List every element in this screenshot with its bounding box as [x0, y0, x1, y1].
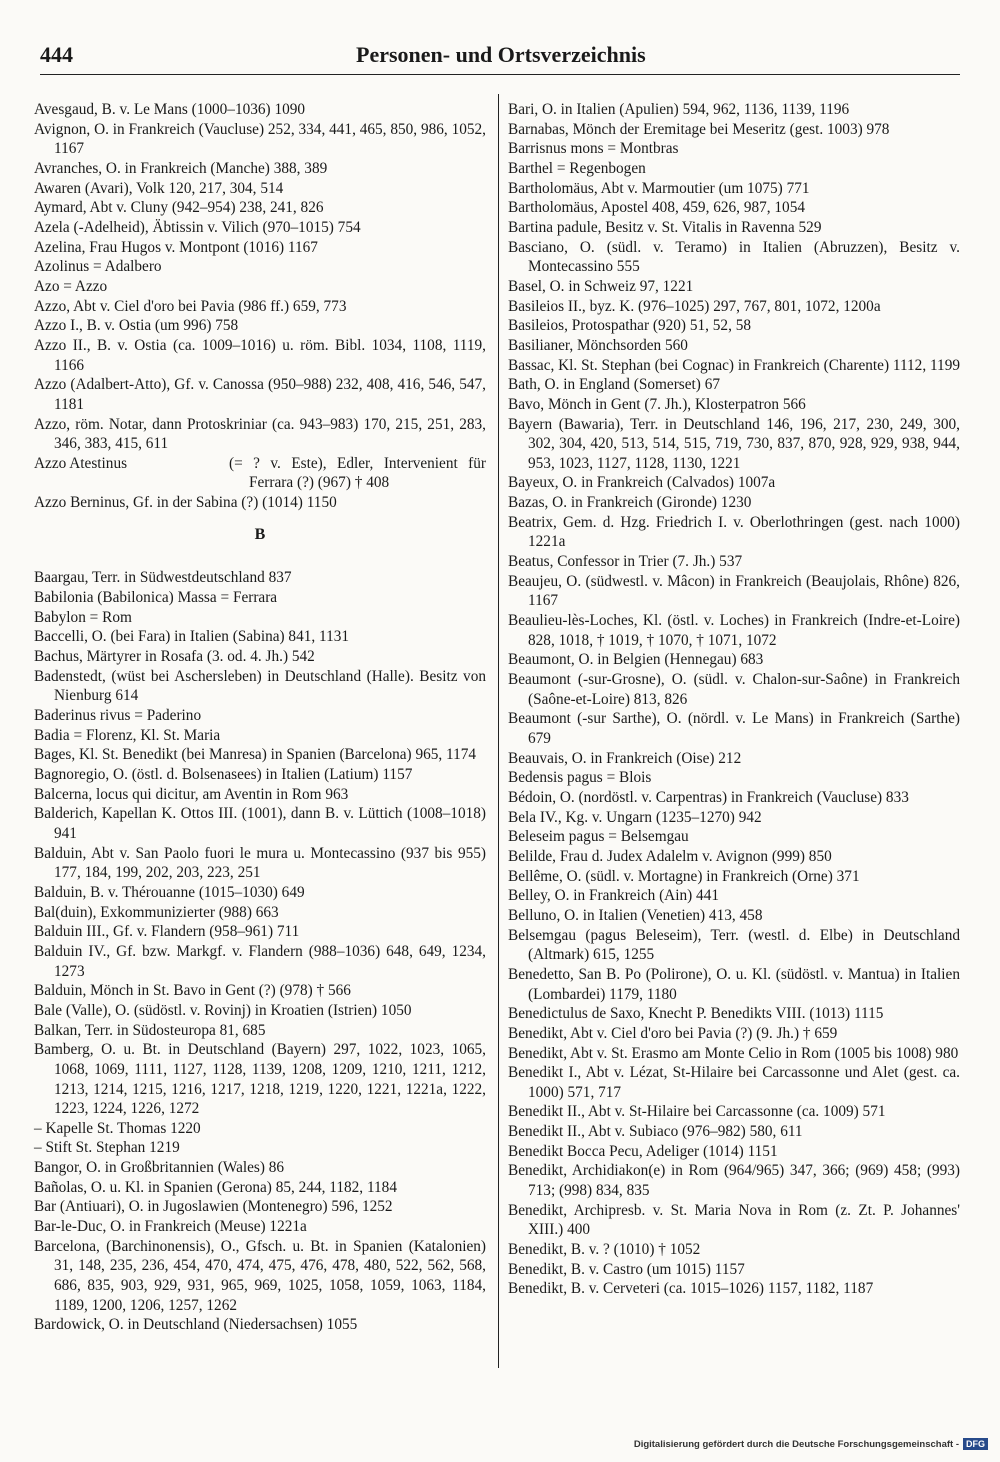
- index-entry: Basileios II., byz. K. (976–1025) 297, 767, 801, 1072, 1200a: [508, 297, 881, 315]
- running-title: Personen- und Ortsverzeichnis: [356, 42, 646, 67]
- index-entry: Balcerna, locus qui dicitur, am Aventin in Rom 963: [34, 785, 349, 803]
- index-entry: Azolinus = Adalbero: [34, 258, 162, 276]
- index-entry: Beatrix, Gem. d. Hzg. Friedrich I. v. Oberlothringen (gest. nach 1000) 1221a: [508, 513, 960, 551]
- index-entry: Benedictulus de Saxo, Knecht P. Benedikts VIII. (1013) 1115: [508, 1005, 884, 1023]
- index-entry: Balduin, Mönch in St. Bavo in Gent (?) (978) † 566: [34, 982, 351, 1000]
- index-entry: Azzo Berninus, Gf. in der Sabina (?) (1014) 1150: [34, 494, 337, 512]
- index-entry: Benedikt, Archipresb. v. St. Maria Nova in Rom (z. Zt. P. Johannes' XIII.) 400: [508, 1201, 960, 1239]
- index-entry: Babilonia (Babilonica) Massa = Ferrara: [34, 589, 278, 607]
- page-number: 444: [40, 42, 73, 67]
- entry-text: (= ? v. Este), Edler, Intervenient für Ferrara (?) (967) † 408: [229, 454, 486, 492]
- index-entry: Azzo (Adalbert-Atto), Gf. v. Canossa (950–988) 232, 408, 416, 546, 547, 1181: [34, 376, 486, 413]
- index-entry: Bayern (Bawaria), Terr. in Deutschland 146, 196, 217, 230, 249, 300, 302, 304, 420, 513, 514, 515, 719, 730, 837, 870, 928, 929, 938, 944, 953, 1023, 1127, 1128, 1130, 1221: [508, 415, 960, 472]
- index-entry: Baccelli, O. (bei Fara) in Italien (Sabina) 841, 1131: [34, 628, 350, 646]
- index-entry: Baargau, Terr. in Südwestdeutschland 837: [34, 569, 292, 587]
- index-entry: Bayeux, O. in Frankreich (Calvados) 1007a: [508, 474, 776, 492]
- index-entry: Aymard, Abt v. Cluny (942–954) 238, 241, 826: [34, 199, 324, 217]
- index-entry: Bages, Kl. St. Benedikt (bei Manresa) in Spanien (Barcelona) 965, 1174: [34, 746, 477, 764]
- index-entry: Bartina padule, Besitz v. St. Vitalis in Ravenna 529: [508, 218, 822, 236]
- index-entry: Balduin IV., Gf. bzw. Markgf. v. Flandern (988–1036) 648, 649, 1234, 1273: [34, 942, 486, 980]
- index-entry: Benedikt Bocca Pecu, Adeliger (1014) 1151: [508, 1142, 778, 1160]
- index-entry: Bedensis pagus = Blois: [508, 769, 652, 787]
- entry-name: Azzo Atestinus: [34, 454, 128, 472]
- column-divider: [498, 94, 499, 1368]
- index-entry: Azo = Azzo: [34, 277, 108, 295]
- index-entry: Azzo, röm. Notar, dann Protoskriniar (ca. 943–983) 170, 215, 251, 283, 346, 383, 415, 611: [34, 415, 486, 453]
- index-entry: Bellême, O. (südl. v. Mortagne) in Frankreich (Orne) 371: [508, 867, 860, 885]
- index-entry: Benedikt, Abt v. Ciel d'oro bei Pavia (?) (9. Jh.) † 659: [508, 1024, 838, 1042]
- page-header: [40, 40, 960, 72]
- index-entry: Benedikt I., Abt v. Lézat, St-Hilaire bei Carcassonne und Alet (gest. ca. 1000) 571, 717: [508, 1064, 960, 1101]
- index-entry: Azzo II., B. v. Ostia (ca. 1009–1016) u. röm. Bibl. 1034, 1108, 1119, 1166: [34, 336, 486, 374]
- index-entry: Azzo, Abt v. Ciel d'oro bei Pavia (986 ff.) 659, 773: [34, 297, 347, 315]
- index-entry: Benedikt, B. v. Cerveteri (ca. 1015–1026) 1157, 1182, 1187: [508, 1280, 874, 1298]
- index-entry: Basel, O. in Schweiz 97, 1221: [508, 277, 694, 295]
- index-entry: Barnabas, Mönch der Eremitage bei Meseritz (gest. 1003) 978: [508, 120, 890, 138]
- index-entry: [34, 454, 486, 493]
- index-entry: Bagnoregio, O. (östl. d. Bolsenasees) in Italien (Latium) 1157: [34, 766, 413, 783]
- index-entry: Bal(duin), Exkommunizierter (988) 663: [34, 903, 279, 921]
- index-entry: Barrisnus mons = Montbras: [508, 140, 679, 158]
- index-entry: Beatus, Confessor in Trier (7. Jh.) 537: [508, 553, 743, 571]
- index-entry: Badenstedt, (wüst bei Aschersleben) in Deutschland (Halle). Besitz von Nienburg 614: [34, 667, 486, 705]
- index-entry: Beaujeu, O. (südwestl. v. Mâcon) in Frankreich (Beaujolais, Rhône) 826, 1167: [508, 572, 960, 610]
- index-entry: Bardowick, O. in Deutschland (Niedersachsen) 1055: [34, 1316, 358, 1334]
- index-entry: Belley, O. in Frankreich (Ain) 441: [508, 887, 719, 905]
- footer: [634, 1438, 988, 1450]
- index-entry: Beaumont (-sur Sarthe), O. (nördl. v. Le Mans) in Frankreich (Sarthe) 679: [508, 710, 960, 747]
- index-entry: Balduin, B. v. Thérouanne (1015–1030) 649: [34, 883, 305, 901]
- index-entry: Belsemgau (pagus Beleseim), Terr. (westl. d. Elbe) in Deutschland (Altmark) 615, 1255: [508, 926, 960, 964]
- index-entry: Balderich, Kapellan K. Ottos III. (1001), dann B. v. Lüttich (1008–1018) 941: [34, 805, 486, 842]
- index-entry: Benedikt, B. v. Castro (um 1015) 1157: [508, 1260, 745, 1278]
- index-entry: Babylon = Rom: [34, 608, 132, 626]
- index-entry: – Stift St. Stephan 1219: [34, 1139, 180, 1157]
- index-entry: Bavo, Mönch in Gent (7. Jh.), Klosterpatron 566: [508, 395, 806, 413]
- index-entry: Bartholomäus, Abt v. Marmoutier (um 1075) 771: [508, 179, 810, 197]
- index-entry: Balkan, Terr. in Südosteuropa 81, 685: [34, 1021, 266, 1039]
- index-entry: Beaumont (-sur-Grosne), O. (südl. v. Chalon-sur-Saône) in Frankreich (Saône-et-Loire) 813, 826: [508, 671, 960, 708]
- index-entry: Azela (-Adelheid), Äbtissin v. Vilich (970–1015) 754: [34, 218, 361, 236]
- index-entry: Baderinus rivus = Paderino: [34, 707, 202, 725]
- index-entry: Belilde, Frau d. Judex Adalelm v. Avignon (999) 850: [508, 847, 832, 865]
- index-entry: Avesgaud, B. v. Le Mans (1000–1036) 1090: [34, 101, 306, 118]
- index-entry: Bale (Valle), O. (südöstl. v. Rovinj) in Kroatien (Istrien) 1050: [34, 1001, 412, 1019]
- index-entry: Avranches, O. in Frankreich (Manche) 388, 389: [34, 159, 328, 177]
- index-entry: Balduin III., Gf. v. Flandern (958–961) 711: [34, 923, 300, 941]
- index-entry: Avignon, O. in Frankreich (Vaucluse) 252, 334, 441, 465, 850, 986, 1052, 1167: [34, 120, 486, 158]
- footer-credit: Digitalisierung gefördert durch die Deutsche Forschungsgemeinschaft -: [633, 1438, 959, 1450]
- index-entry: Benedikt, Archidiakon(e) in Rom (964/965) 347, 366; (969) 458; (993) 713; (998) 834, 835: [508, 1162, 960, 1200]
- index-entry: Benedikt II., Abt v. Subiaco (976–982) 580, 611: [508, 1123, 803, 1141]
- index-entry: Bazas, O. in Frankreich (Gironde) 1230: [508, 494, 752, 512]
- index-entry: Azelina, Frau Hugos v. Montpont (1016) 1167: [34, 238, 318, 256]
- index-entry: Bar-le-Duc, O. in Frankreich (Meuse) 1221a: [34, 1218, 307, 1236]
- index-entry: Basileios, Protospathar (920) 51, 52, 58: [508, 317, 752, 335]
- index-entry: Beauvais, O. in Frankreich (Oise) 212: [508, 749, 742, 767]
- index-entry: Bamberg, O. u. Bt. in Deutschland (Bayern) 297, 1022, 1023, 1065, 1068, 1069, 1111, 1127, 1128, 1139, 1208, 1209, 1210, 1211, 1212, 1213, 1214, 1215, 1216, 1217, 1218, 1219, 1220, 1221, 1221a, 1222, 1223, 1224, 1226, 1272: [34, 1041, 486, 1118]
- index-entry: Benedikt II., Abt v. St-Hilaire bei Carcassonne (ca. 1009) 571: [508, 1103, 886, 1121]
- index-entry: Balduin, Abt v. San Paolo fuori le mura u. Montecassino (937 bis 955) 177, 184, 199, 202, 203, 223, 251: [34, 844, 486, 882]
- left-column: [34, 100, 486, 1335]
- header-rule: [40, 74, 960, 75]
- index-entry: Basilianer, Mönchsorden 560: [508, 336, 688, 354]
- index-entry: Bañolas, O. u. Kl. in Spanien (Gerona) 85, 244, 1182, 1184: [34, 1178, 397, 1196]
- index-entry: Beaulieu-lès-Loches, Kl. (östl. v. Loches) in Frankreich (Indre-et-Loire) 828, 1018, † 1019, † 1070, † 1071, 1072: [508, 612, 960, 649]
- index-entry: Benedetto, San B. Po (Polirone), O. u. Kl. (südöstl. v. Mantua) in Italien (Lombardei) 1179, 1180: [508, 965, 960, 1003]
- index-entry: Benedikt, B. v. ? (1010) † 1052: [508, 1241, 701, 1259]
- index-entry: Barthel = Regenbogen: [508, 159, 646, 177]
- index-entry: Bath, O. in England (Somerset) 67: [508, 376, 720, 394]
- index-entry: Azzo I., B. v. Ostia (um 996) 758: [34, 317, 239, 335]
- index-entry: Badia = Florenz, Kl. St. Maria: [34, 726, 221, 744]
- index-entry: Bari, O. in Italien (Apulien) 594, 962, 1136, 1139, 1196: [508, 101, 850, 118]
- right-column: [508, 100, 960, 1299]
- index-entry: Awaren (Avari), Volk 120, 217, 304, 514: [34, 179, 284, 197]
- index-entry: Bela IV., Kg. v. Ungarn (1235–1270) 942: [508, 808, 762, 826]
- index-entry: Bar (Antiuari), O. in Jugoslawien (Montenegro) 596, 1252: [34, 1198, 393, 1216]
- index-entry: Basciano, O. (südl. v. Teramo) in Italien (Abruzzen), Besitz v. Montecassino 555: [508, 238, 960, 276]
- index-entry: Bartholomäus, Apostel 408, 459, 626, 987, 1054: [508, 199, 806, 217]
- index-entry: Bédoin, O. (nordöstl. v. Carpentras) in Frankreich (Vaucluse) 833: [508, 788, 909, 806]
- index-entry: Benedikt, Abt v. St. Erasmo am Monte Celio in Rom (1005 bis 1008) 980: [508, 1044, 959, 1062]
- index-entry: Beaumont, O. in Belgien (Hennegau) 683: [508, 651, 764, 669]
- index-entry: Belluno, O. in Italien (Venetien) 413, 458: [508, 906, 763, 924]
- index-entry: Bachus, Märtyrer in Rosafa (3. od. 4. Jh.) 542: [34, 648, 315, 666]
- index-entry: Bangor, O. in Großbritannien (Wales) 86: [34, 1159, 285, 1177]
- index-entry: Beleseim pagus = Belsemgau: [508, 828, 689, 846]
- index-entry: Bassac, Kl. St. Stephan (bei Cognac) in Frankreich (Charente) 1112, 1199: [508, 356, 960, 374]
- dfg-logo: DFG: [963, 1438, 988, 1450]
- index-entry: – Kapelle St. Thomas 1220: [34, 1119, 201, 1137]
- index-entry: Barcelona, (Barchinonensis), O., Gfsch. u. Bt. in Spanien (Katalonien) 31, 148, 235, 236, 454, 470, 474, 475, 476, 478, 480, 522, 562, 568, 686, 835, 903, 929, 931, 965, 969, 1025, 1058, 1059, 1063, 1184, 1189, 1200, 1206, 1257, 1262: [34, 1237, 486, 1314]
- section-letter: B: [254, 525, 266, 543]
